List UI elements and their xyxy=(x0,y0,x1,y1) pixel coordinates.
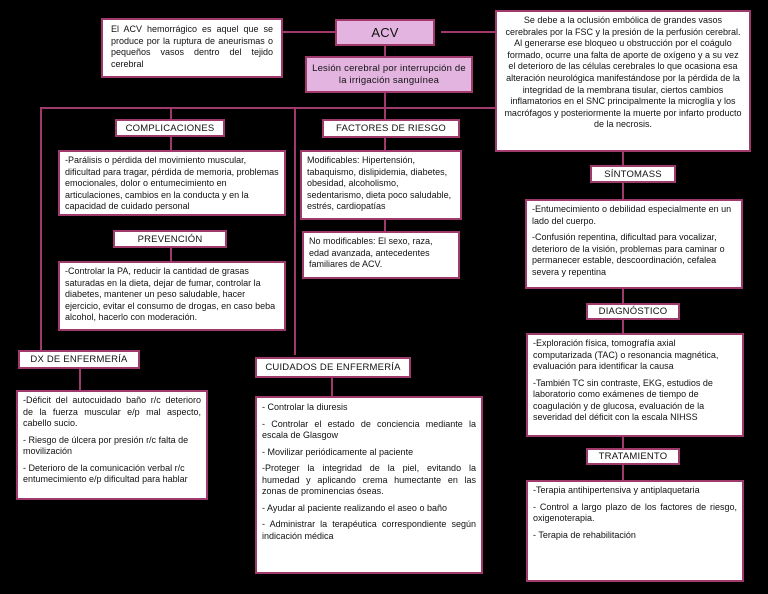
tratamiento-item: -Terapia antihipertensiva y antiplaquetaria xyxy=(533,485,700,495)
definition-text: Lesión cerebral por interrupción de la irrigación sanguínea xyxy=(312,62,466,86)
prevencion-box xyxy=(58,261,286,331)
prevencion-label: PREVENCIÓN xyxy=(137,233,203,245)
connector-dx-down xyxy=(79,368,81,390)
sintomas-item: -Confusión repentina, dificultad para vocalizar, deterioro de la visión, problemas para caminar o permanecer estable, descoordinación, cefalea severa y repentina xyxy=(532,232,725,277)
connector-tratamiento-down xyxy=(622,464,624,480)
diagnostico-item: -Exploración física, tomografía axial computarizada (TAC) o resonancia magnética, evaluación para identificar la causa xyxy=(533,338,719,371)
tratamiento-item: - Control a largo plazo de los factores de riesgo, oxigenoterapia. xyxy=(533,501,737,523)
connector-factores-trunk xyxy=(384,107,386,119)
sintomas-item: -Entumecimiento o debilidad especialmente en un lado del cuerpo. xyxy=(532,204,732,226)
diagnostico-label: DIAGNÓSTICO xyxy=(598,306,668,317)
diagnostico-box xyxy=(526,333,744,437)
dx-item: - Riesgo de úlcera por presión r/c falta de movilización xyxy=(23,434,189,456)
diagram-title-node xyxy=(335,19,435,46)
definition-node xyxy=(305,56,473,93)
connector-diagnostico-down xyxy=(622,319,624,333)
connector-cuidados-down xyxy=(331,378,333,396)
cuidados-item: - Ayudar al paciente realizando el aseo o baño xyxy=(262,502,447,513)
dx-box xyxy=(16,390,208,500)
factores-modificables-box xyxy=(300,150,462,220)
connector-tratamiento-up xyxy=(622,436,624,448)
connector-sintomas-down xyxy=(622,183,624,199)
connector-complicaciones-down xyxy=(170,136,172,150)
dx-item: -Déficit del autocuidado baño r/c deterioro de la fuerza muscular e/p mal aspecto, cabello sucio. xyxy=(23,395,201,428)
complicaciones-text: -Parálisis o pérdida del movimiento muscular, dificultad para tragar, pérdida de memoria, problemas emocionales, dolor o entumecimiento en articulaciones, cambios en la conducta y en la capacidad de cuidado personal xyxy=(65,155,279,211)
dx-node xyxy=(18,350,140,369)
connector-complicaciones-trunk xyxy=(170,107,172,119)
connector-factores-down xyxy=(384,138,386,150)
connector-factores-no-mod xyxy=(384,219,386,231)
prevencion-node xyxy=(113,230,227,248)
complicaciones-label: COMPLICACIONES xyxy=(125,122,215,134)
connector-top-right xyxy=(441,31,496,33)
dx-item: - Deterioro de la comunicación verbal r/c entumecimiento e/p dificultad para hablar xyxy=(23,462,188,484)
connector-right-trunk xyxy=(622,152,624,165)
dx-label: DX DE ENFERMERÍA xyxy=(30,354,128,365)
diagram-title: ACV xyxy=(371,25,399,40)
cuidados-item: - Controlar el estado de conciencia mediante la escala de Glasgow xyxy=(262,418,476,440)
connector-diagnostico-up xyxy=(622,289,624,303)
ischemic-text: Se debe a la oclusión embólica de grandes vasos cerebrales por la FSC y la presión de la perfusión cerebral. Al generarse ese bloqueo u obstrucción por el coágulo formado, ocurre una falta de aporte de oxígeno y a su vez el deterioro de las células cerebrales lo que ocasiona esa alteración neurológica manifestándose por la pérdida de la integridad de la membrana tisular, ciertos cambios inflamatorios en el SNC principalmente la microglía y los macrófagos y posteriormente la muerte por infarto producto de la necrosis. xyxy=(504,15,742,130)
factores-no-modificables-box xyxy=(302,231,460,279)
cuidados-item: - Movilizar periódicamente al paciente xyxy=(262,446,414,457)
prevencion-text: -Controlar la PA, reducir la cantidad de grasas saturadas en la dieta, dejar de fumar, controlar la diabetes, mantener un peso saludable, hacer ejercicio, evitar el consumo de drogas, en caso beba alcohol, hacerlo con moderación. xyxy=(65,266,276,322)
hemorrhagic-text: El ACV hemorrágico es aquel que se produce por la ruptura de aneurismas o pequeños vasos dentro del tejido cerebral xyxy=(111,24,273,69)
diagnostico-node xyxy=(586,303,680,320)
connector-prevencion-down xyxy=(170,248,172,261)
connector-definition-down xyxy=(384,93,386,108)
diagnostico-item: -También TC sin contraste, EKG, estudios de laboratorio como exámenes de tiempo de coagulación y de glucosa, evaluación de la severidad del déficit con la escala NIHSS xyxy=(533,377,713,422)
sintomas-node xyxy=(590,165,676,183)
complicaciones-box xyxy=(58,150,286,216)
factores-node xyxy=(322,119,460,138)
cuidados-item: - Controlar la diuresis xyxy=(262,402,348,412)
sintomas-label: SÍNTOMASS xyxy=(604,168,662,180)
cuidados-node xyxy=(255,357,411,378)
cuidados-box xyxy=(255,396,483,574)
factores-label: FACTORES DE RIESGO xyxy=(335,123,447,134)
complicaciones-node xyxy=(115,119,225,137)
factores-modificables-text: Modificables: Hipertensión, tabaquismo, dislipidemia, diabetes, obesidad, alcoholismo, sedentarismo, dieta poco saludable, estrés, cardiopatías xyxy=(307,155,452,211)
hemorrhagic-box xyxy=(101,18,283,78)
sintomas-box xyxy=(525,199,743,289)
cuidados-label: CUIDADOS DE ENFERMERÍA xyxy=(265,362,401,373)
cuidados-item: -Proteger la integridad de la piel, evitando la humedad y aplicando crema humectante en las zonas de prominencias óseas. xyxy=(262,463,476,496)
ischemic-box xyxy=(495,10,751,152)
tratamiento-node xyxy=(586,448,680,465)
connector-top-left xyxy=(283,31,335,33)
factores-no-modificables-text: No modificables: El sexo, raza, edad avanzada, antecedentes familiares de ACV. xyxy=(309,236,433,269)
tratamiento-box xyxy=(526,480,744,582)
connector-left-trunk xyxy=(40,107,42,352)
tratamiento-item: - Terapia de rehabilitación xyxy=(533,529,636,540)
cuidados-item: - Administrar la terapéutica correspondiente según indicación médica xyxy=(262,519,476,541)
connector-cuidados-trunk xyxy=(294,107,296,355)
tratamiento-label: TRATAMIENTO xyxy=(598,451,668,462)
